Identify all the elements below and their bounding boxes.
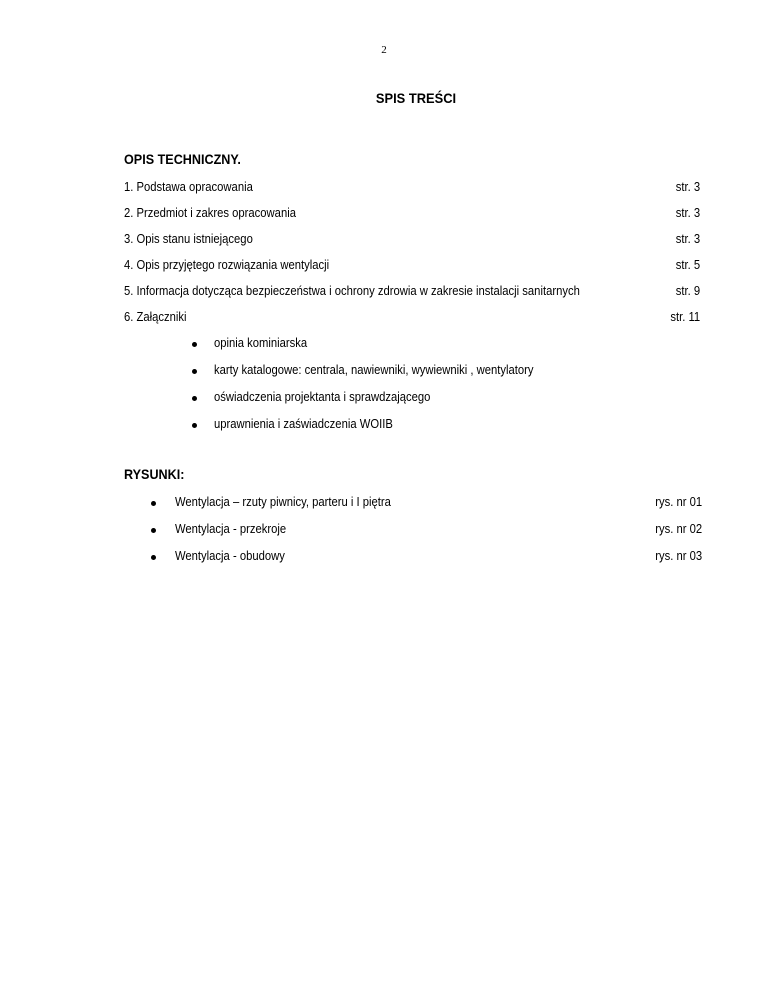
toc-entry-page: str. 3	[675, 206, 700, 220]
drawing-label: Wentylacja – rzuty piwnicy, parteru i I piętra	[175, 495, 391, 509]
toc-entry-label: 6. Załączniki	[124, 310, 187, 324]
bullet-icon	[192, 369, 197, 374]
section-heading-drawings: RYSUNKI:	[124, 466, 185, 482]
drawing-number: rys. nr 03	[655, 549, 702, 563]
document-title: SPIS TREŚCI	[375, 90, 457, 106]
bullet-icon	[192, 396, 197, 401]
attachment-label: uprawnienia i zaświadczenia WOIIB	[214, 417, 393, 431]
bullet-icon	[151, 528, 156, 533]
toc-entry-label: 5. Informacja dotycząca bezpieczeństwa i ochrony zdrowia w zakresie instalacji sanitarnych	[124, 284, 580, 298]
toc-entry-label: 4. Opis przyjętego rozwiązania wentylacji	[124, 258, 330, 272]
attachment-label: oświadczenia projektanta i sprawdzającego	[214, 390, 431, 404]
toc-entry-label: 2. Przedmiot i zakres opracowania	[124, 206, 296, 220]
toc-entry-label: 3. Opis stanu istniejącego	[124, 232, 253, 246]
bullet-icon	[151, 555, 156, 560]
toc-entry-page: str. 11	[670, 310, 700, 324]
toc-entry-page: str. 5	[675, 258, 700, 272]
bullet-icon	[151, 501, 156, 506]
toc-entry-page: str. 3	[675, 180, 700, 194]
drawing-number: rys. nr 01	[655, 495, 702, 509]
bullet-icon	[192, 342, 197, 347]
drawing-label: Wentylacja - obudowy	[175, 549, 285, 563]
attachment-label: opinia kominiarska	[214, 336, 308, 350]
drawing-label: Wentylacja - przekroje	[175, 522, 287, 536]
section-heading-technical: OPIS TECHNICZNY.	[124, 151, 241, 167]
toc-entry-page: str. 9	[675, 284, 700, 298]
toc-entry-page: str. 3	[675, 232, 700, 246]
bullet-icon	[192, 423, 197, 428]
attachment-label: karty katalogowe: centrala, nawiewniki, wywiewniki , wentylatory	[214, 363, 534, 377]
page-number: 2	[381, 44, 387, 56]
drawing-number: rys. nr 02	[655, 522, 702, 536]
toc-entry-label: 1. Podstawa opracowania	[124, 180, 253, 194]
